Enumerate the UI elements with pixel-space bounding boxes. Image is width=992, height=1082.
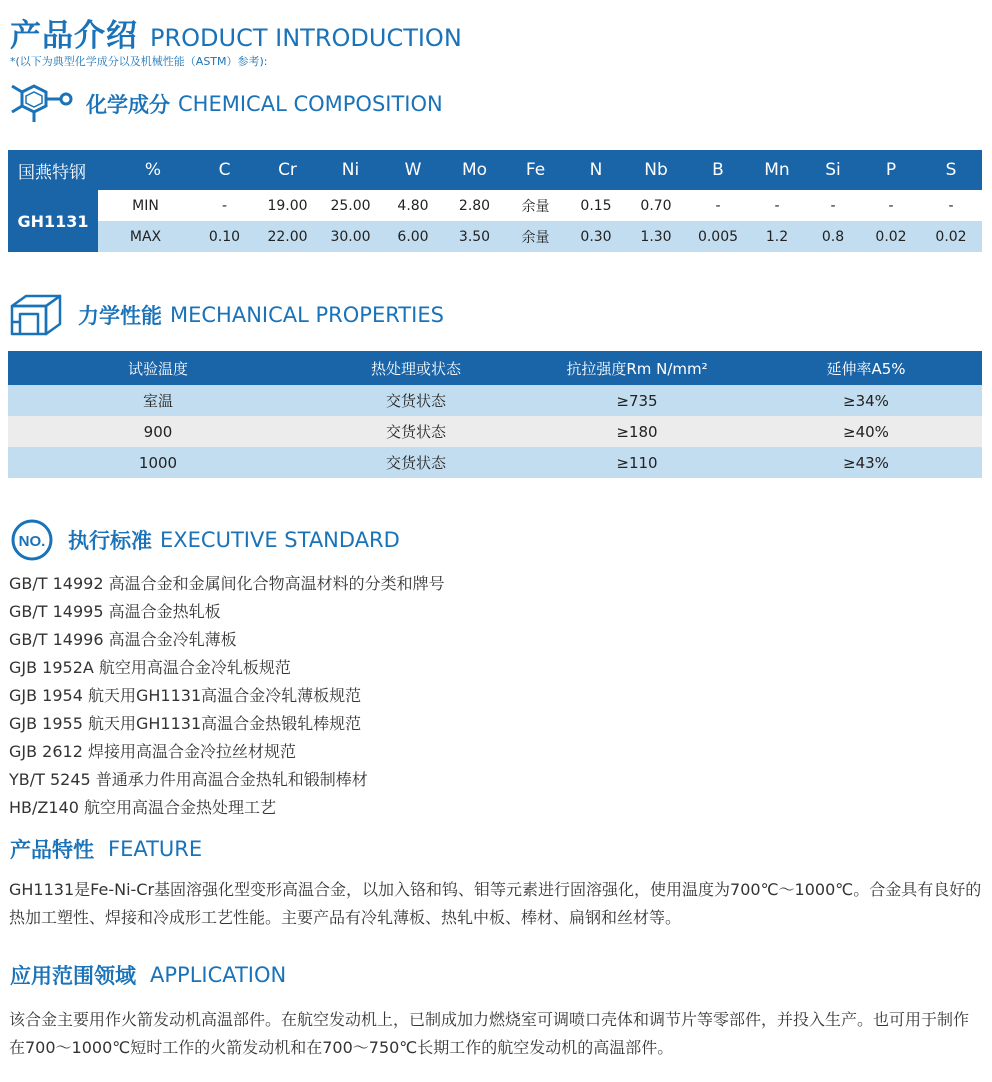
mechanical-title-cn: 力学性能 [78, 304, 162, 328]
cell: 0.70 [640, 197, 672, 214]
col-p: P [885, 160, 897, 180]
cell: 1.2 [765, 228, 789, 245]
cell: 交货状态 [385, 392, 446, 410]
cell: - [774, 197, 780, 214]
cell: 室温 [142, 392, 173, 410]
cell: ≥34% [843, 391, 889, 410]
feature-title-cn: 产品特性 [10, 838, 94, 862]
row-label: MAX [129, 228, 162, 245]
table-row [98, 190, 982, 221]
page-title [10, 10, 462, 55]
list-item: GJB 1952A 航空用高温合金冷轧板规范 [9, 658, 291, 677]
table-row [8, 447, 982, 478]
cell: 0.30 [580, 228, 612, 245]
cell: 0.02 [875, 228, 907, 245]
table-row [8, 385, 982, 416]
col-c: C [218, 160, 231, 180]
feature-text: GH1131是Fe-Ni-Cr基固溶强化型变形高温合金，以加入铬和钨、钼等元素进行固溶强化，使用温度为700℃～1000℃。合金具有良好的热加工塑性、焊接和冷成形工艺性能。主要产品有冷轧薄板、热轧中板、棒材、扁钢和丝材等。 [9, 880, 982, 927]
chemical-table-header [8, 150, 982, 190]
cell: - [888, 197, 894, 214]
col-mo: Mo [461, 160, 488, 180]
profile-beam-icon [8, 292, 64, 338]
col-b: B [712, 160, 724, 180]
no-badge-icon [8, 518, 56, 562]
cell: 余量 [521, 229, 550, 246]
mechanical-title-en: MECHANICAL PROPERTIES [170, 303, 444, 327]
col-elongation: 延伸率A5% [826, 359, 906, 378]
list-item: GB/T 14992 高温合金和金属间化合物高温材料的分类和牌号 [9, 574, 445, 593]
col-fe: Fe [525, 160, 546, 180]
chemical-table [8, 150, 982, 252]
table-row [8, 416, 982, 447]
cell: 2.80 [458, 197, 491, 214]
col-cr: Cr [278, 160, 297, 180]
cell: 0.15 [580, 197, 612, 214]
list-item: HB/Z140 航空用高温合金热处理工艺 [9, 798, 276, 817]
molecule-icon [8, 82, 74, 126]
standard-title-cn: 执行标准 [68, 529, 152, 553]
standard-title-en: EXECUTIVE STANDARD [160, 528, 400, 552]
application-text: 该合金主要用作火箭发动机高温部件。在航空发动机上，已制成加力燃烧室可调喷口壳体和调节片等零部件，并投入生产。也可用于制作在700～1000℃短时工作的火箭发动机和在700～750℃长期工作的航空发动机的高温部件。 [9, 1010, 970, 1057]
cell: - [221, 197, 228, 214]
cell: 0.005 [697, 228, 739, 245]
cell: 1000 [138, 453, 178, 472]
col-s: S [945, 160, 957, 180]
cell: 3.50 [458, 228, 491, 245]
cell: ≥43% [843, 453, 889, 472]
cell: ≥735 [616, 391, 658, 410]
application-title-en: APPLICATION [150, 963, 287, 987]
cell: 交货状态 [385, 423, 446, 441]
standard-heading [8, 518, 400, 562]
cell: - [715, 197, 721, 214]
cell: ≥180 [616, 422, 658, 441]
no-badge-text: NO. [18, 533, 46, 550]
page-title-cn: 产品介绍 [10, 18, 138, 54]
list-item: GB/T 14996 高温合金冷轧薄板 [9, 630, 237, 649]
col-mn: Mn [764, 160, 790, 180]
cell: 0.8 [821, 228, 845, 245]
list-item: GJB 1955 航天用GH1131高温合金热锻轧棒规范 [9, 714, 362, 733]
cell: ≥40% [843, 422, 889, 441]
cell: 4.80 [397, 197, 429, 214]
col-nb: Nb [644, 160, 668, 180]
col-si: Si [825, 160, 841, 180]
col-tensile: 抗拉强度Rm N/mm² [566, 359, 708, 378]
cell: 30.00 [330, 228, 371, 245]
col-percent: % [144, 160, 162, 180]
mechanical-table [8, 351, 982, 478]
standard-list [9, 570, 445, 822]
cell: 0.10 [208, 228, 241, 245]
cell: 6.00 [397, 228, 429, 245]
list-item: GB/T 14995 高温合金热轧板 [9, 602, 221, 621]
grade-label: 国燕特钢 [18, 162, 86, 183]
col-treatment: 热处理或状态 [370, 359, 461, 378]
application-heading [10, 960, 286, 990]
feature-heading [10, 834, 202, 864]
cell: - [948, 197, 954, 214]
reference-note: *(以下为典型化学成分以及机械性能（ASTM）参考): [10, 55, 268, 68]
cell: 余量 [521, 198, 550, 215]
chemical-title-cn: 化学成分 [86, 93, 170, 117]
list-item: YB/T 5245 普通承力件用高温合金热轧和锻制棒材 [9, 770, 368, 789]
application-title-cn: 应用范围领域 [10, 964, 136, 988]
row-label: MIN [132, 197, 159, 214]
col-ni: Ni [341, 160, 360, 180]
list-item: GJB 1954 航天用GH1131高温合金冷轧薄板规范 [9, 686, 362, 705]
cell: 交货状态 [385, 454, 446, 472]
mechanical-table-header [8, 351, 982, 385]
chemical-title-en: CHEMICAL COMPOSITION [178, 92, 443, 116]
list-item: GJB 2612 焊接用高温合金冷拉丝材规范 [9, 742, 296, 761]
feature-title-en: FEATURE [108, 837, 203, 861]
col-n: N [589, 160, 603, 180]
cell: - [830, 197, 836, 214]
cell: 22.00 [267, 228, 308, 245]
cell: 1.30 [640, 228, 672, 245]
cell: 900 [143, 422, 173, 441]
cell: 0.02 [935, 228, 967, 245]
col-temperature: 试验温度 [127, 359, 188, 378]
cell: ≥110 [616, 453, 658, 472]
mechanical-heading [8, 292, 444, 338]
chemical-heading [8, 82, 443, 126]
col-w: W [404, 160, 422, 180]
cell: 25.00 [330, 197, 371, 214]
cell: 19.00 [267, 197, 308, 214]
grade-cell: GH1131 [8, 190, 98, 252]
page-title-en: PRODUCT INTRODUCTION [150, 24, 462, 52]
table-row [98, 221, 982, 252]
